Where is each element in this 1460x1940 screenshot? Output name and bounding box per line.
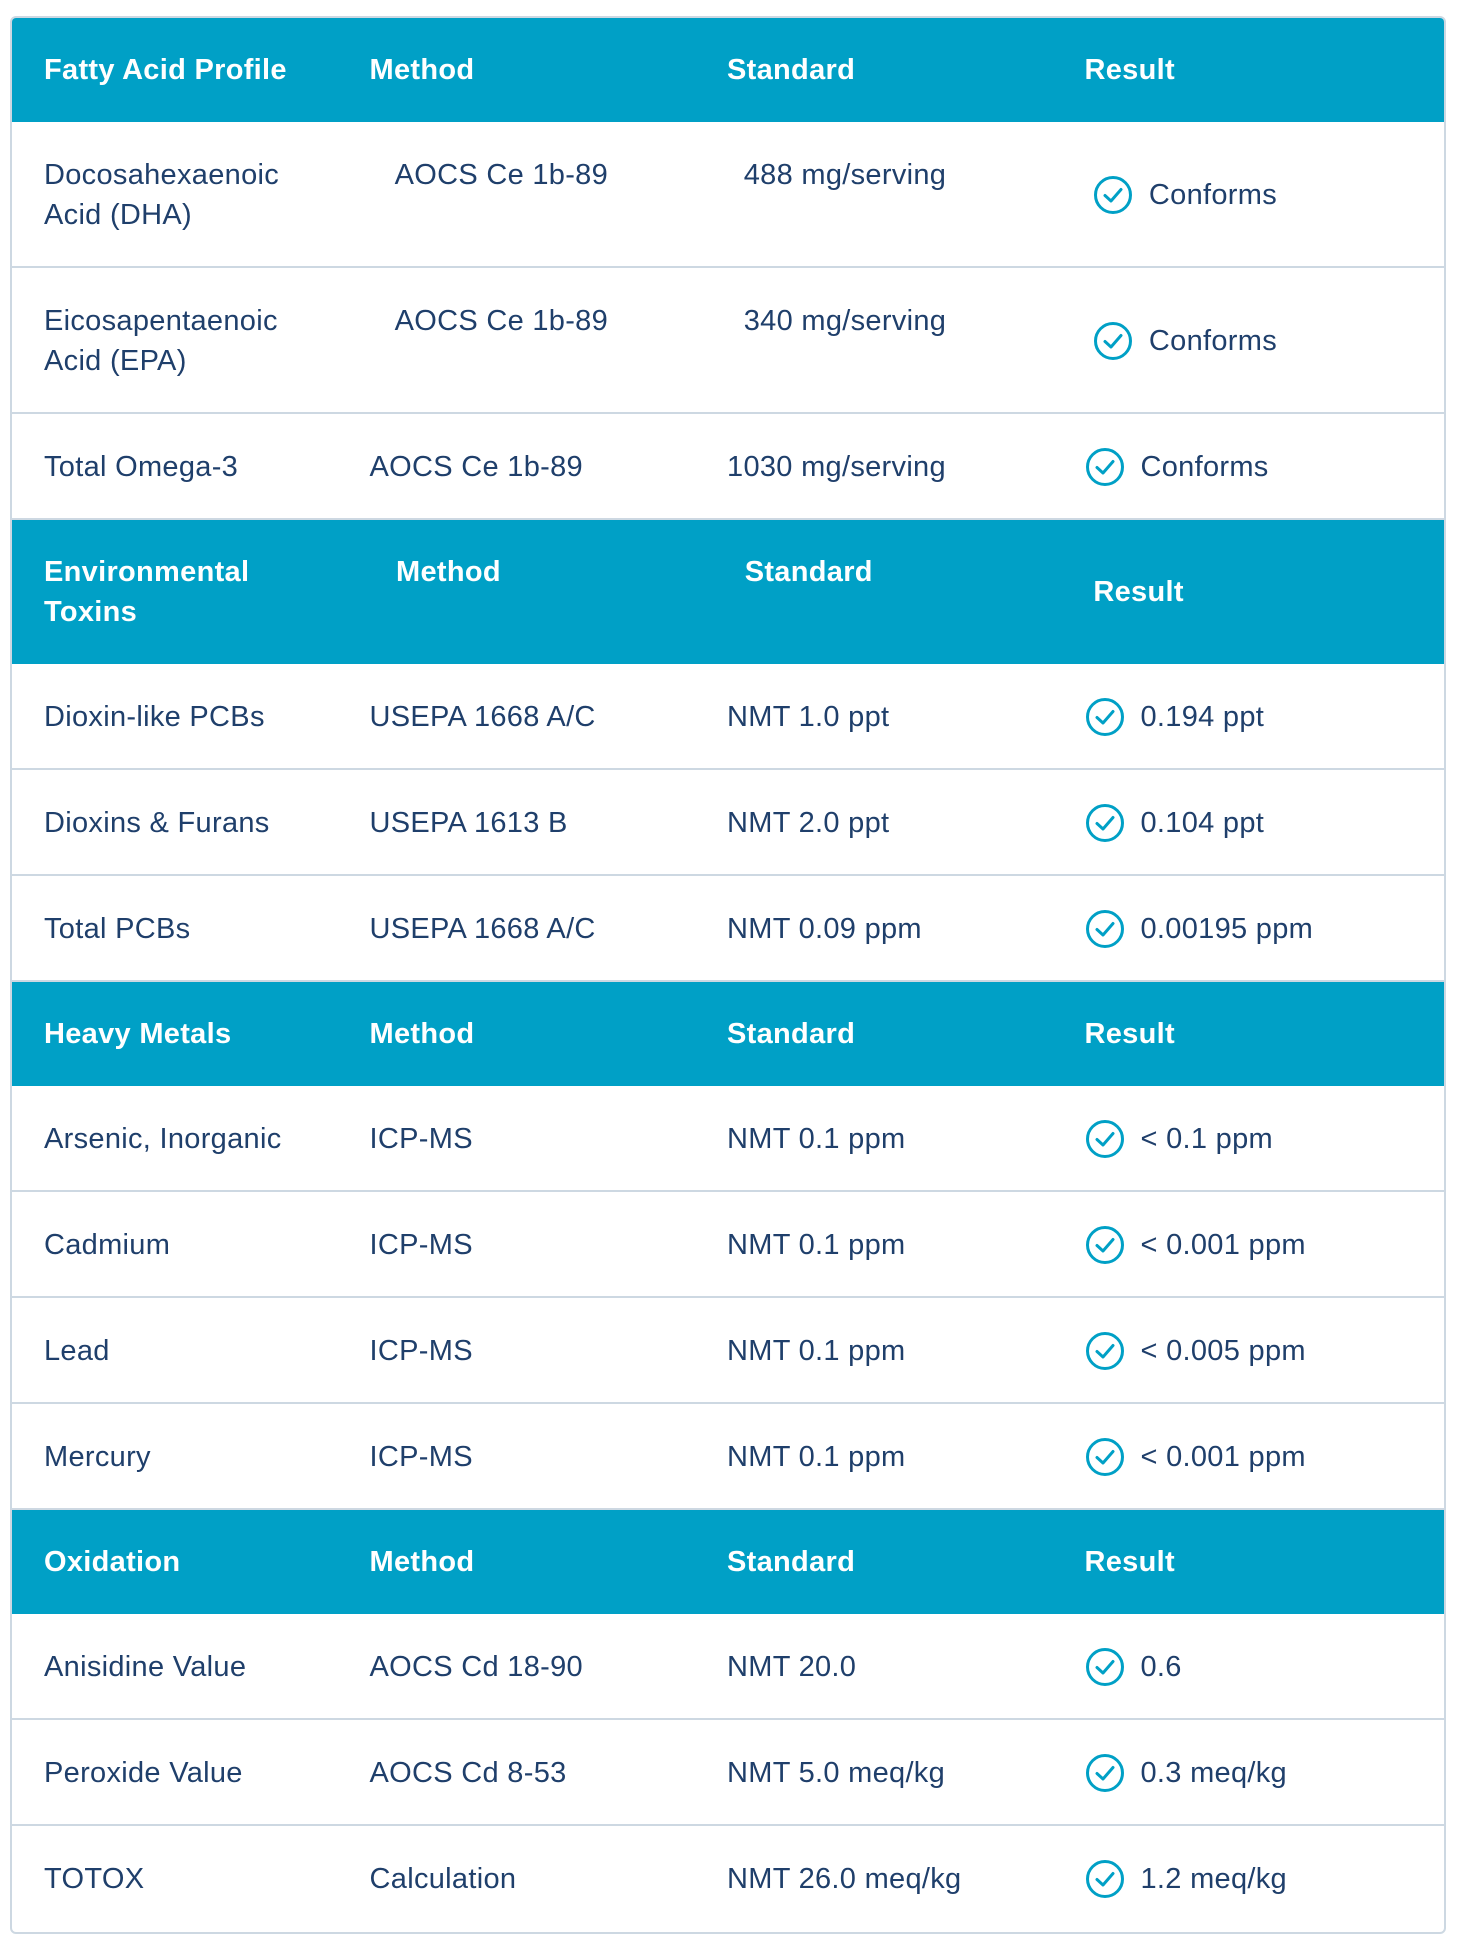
row-result [1085, 1225, 1444, 1265]
check-circle-icon [1093, 175, 1133, 215]
header-method: Method [369, 1546, 475, 1578]
row-standard: 340 mg/serving [743, 305, 947, 337]
row-name: Mercury [44, 1441, 151, 1473]
table-row [12, 1192, 1444, 1298]
header-standard: Standard [727, 1546, 856, 1578]
check-circle-icon [1085, 1437, 1125, 1477]
table-row [12, 268, 1444, 414]
row-standard: NMT 1.0 ppt [727, 701, 890, 733]
row-standard: NMT 5.0 meq/kg [727, 1757, 946, 1789]
row-result [1085, 1119, 1444, 1159]
check-circle-icon [1085, 697, 1125, 737]
result-value: 0.194 ppt [1140, 701, 1265, 733]
row-method: USEPA 1668 A/C [369, 913, 596, 945]
header-result: Result [1084, 1546, 1175, 1578]
row-name: Peroxide Value [44, 1757, 243, 1789]
row-name: Eicosapentaenoic Acid (EPA) [44, 305, 278, 377]
row-method: AOCS Ce 1b-89 [394, 159, 609, 191]
result-value: 0.00195 ppm [1140, 913, 1314, 945]
row-result [1085, 1647, 1444, 1687]
header-standard: Standard [727, 1018, 856, 1050]
row-method: Calculation [369, 1863, 517, 1895]
table-row [12, 664, 1444, 770]
check-circle-icon [1085, 1647, 1125, 1687]
row-standard: NMT 0.1 ppm [727, 1335, 906, 1367]
result-value: 1.2 meq/kg [1140, 1863, 1287, 1895]
row-method: ICP-MS [369, 1441, 473, 1473]
result-value: 0.6 [1140, 1651, 1182, 1683]
section-header-fatty-acid-profile [12, 18, 1444, 122]
test-results-table [10, 16, 1446, 1934]
row-name: Dioxin-like PCBs [44, 701, 265, 733]
row-result [1093, 175, 1444, 215]
row-method: AOCS Ce 1b-89 [369, 451, 583, 483]
check-circle-icon [1085, 1331, 1125, 1371]
header-result: Result [1084, 54, 1175, 86]
row-name: Anisidine Value [44, 1651, 247, 1683]
row-name: Total PCBs [44, 913, 191, 945]
section-header-heavy-metals [12, 982, 1444, 1086]
check-circle-icon [1085, 909, 1125, 949]
row-name: Docosahexaenoic Acid (DHA) [44, 159, 280, 231]
header-category: Fatty Acid Profile [44, 54, 287, 86]
row-name: TOTOX [44, 1863, 145, 1895]
check-circle-icon [1085, 1225, 1125, 1265]
header-category: Environmental Toxins [44, 556, 250, 628]
row-method: USEPA 1613 B [369, 807, 568, 839]
table-row [12, 122, 1444, 268]
row-standard: NMT 0.1 ppm [727, 1441, 906, 1473]
table-row [12, 1298, 1444, 1404]
row-name: Cadmium [44, 1229, 171, 1261]
result-value: < 0.1 ppm [1140, 1123, 1273, 1155]
row-method: AOCS Ce 1b-89 [394, 305, 609, 337]
row-result [1093, 321, 1444, 361]
table-row [12, 1720, 1444, 1826]
row-name: Dioxins & Furans [44, 807, 270, 839]
row-method: USEPA 1668 A/C [369, 701, 596, 733]
result-value: 0.3 meq/kg [1140, 1757, 1287, 1789]
row-result [1085, 697, 1444, 737]
row-standard: 488 mg/serving [743, 159, 947, 191]
header-category: Oxidation [44, 1546, 181, 1578]
result-value: Conforms [1148, 179, 1278, 211]
result-value: < 0.001 ppm [1140, 1441, 1306, 1473]
header-method: Method [369, 54, 475, 86]
check-circle-icon [1093, 321, 1133, 361]
table-row [12, 1614, 1444, 1720]
row-name: Lead [44, 1335, 110, 1367]
check-circle-icon [1085, 1753, 1125, 1793]
table-row [12, 1826, 1444, 1932]
header-result: Result [1084, 1018, 1175, 1050]
result-value: < 0.001 ppm [1140, 1229, 1306, 1261]
row-standard: NMT 26.0 meq/kg [727, 1863, 962, 1895]
row-result [1085, 909, 1444, 949]
row-result [1085, 1437, 1444, 1477]
row-standard: 1030 mg/serving [727, 451, 946, 483]
check-circle-icon [1085, 447, 1125, 487]
row-result [1085, 1753, 1444, 1793]
row-method: ICP-MS [369, 1335, 473, 1367]
check-circle-icon [1085, 803, 1125, 843]
row-result [1085, 803, 1444, 843]
header-standard: Standard [727, 54, 856, 86]
check-circle-icon [1085, 1119, 1125, 1159]
result-value: Conforms [1148, 325, 1278, 357]
table-row [12, 1404, 1444, 1510]
table-row [12, 770, 1444, 876]
table-row [12, 876, 1444, 982]
row-standard: NMT 0.09 ppm [727, 913, 922, 945]
row-standard: NMT 20.0 [727, 1651, 857, 1683]
result-value: Conforms [1140, 451, 1269, 483]
header-method: Method [369, 1018, 475, 1050]
header-method: Method [396, 556, 501, 588]
row-result [1085, 447, 1444, 487]
row-name: Total Omega-3 [44, 451, 239, 483]
check-circle-icon [1085, 1859, 1125, 1899]
result-value: < 0.005 ppm [1140, 1335, 1306, 1367]
row-standard: NMT 0.1 ppm [727, 1123, 906, 1155]
result-value: 0.104 ppt [1140, 807, 1265, 839]
row-method: ICP-MS [369, 1123, 473, 1155]
row-standard: NMT 2.0 ppt [727, 807, 890, 839]
header-category: Heavy Metals [44, 1018, 232, 1050]
header-standard: Standard [744, 556, 873, 588]
row-name: Arsenic, Inorganic [44, 1123, 282, 1155]
section-header-environmental-toxins [12, 520, 1444, 664]
row-method: AOCS Cd 8-53 [369, 1757, 567, 1789]
row-method: AOCS Cd 18-90 [369, 1651, 583, 1683]
section-header-oxidation [12, 1510, 1444, 1614]
header-result: Result [1093, 576, 1184, 608]
row-method: ICP-MS [369, 1229, 473, 1261]
table-row [12, 1086, 1444, 1192]
table-row [12, 414, 1444, 520]
row-result [1085, 1331, 1444, 1371]
row-standard: NMT 0.1 ppm [727, 1229, 906, 1261]
row-result [1085, 1859, 1444, 1899]
